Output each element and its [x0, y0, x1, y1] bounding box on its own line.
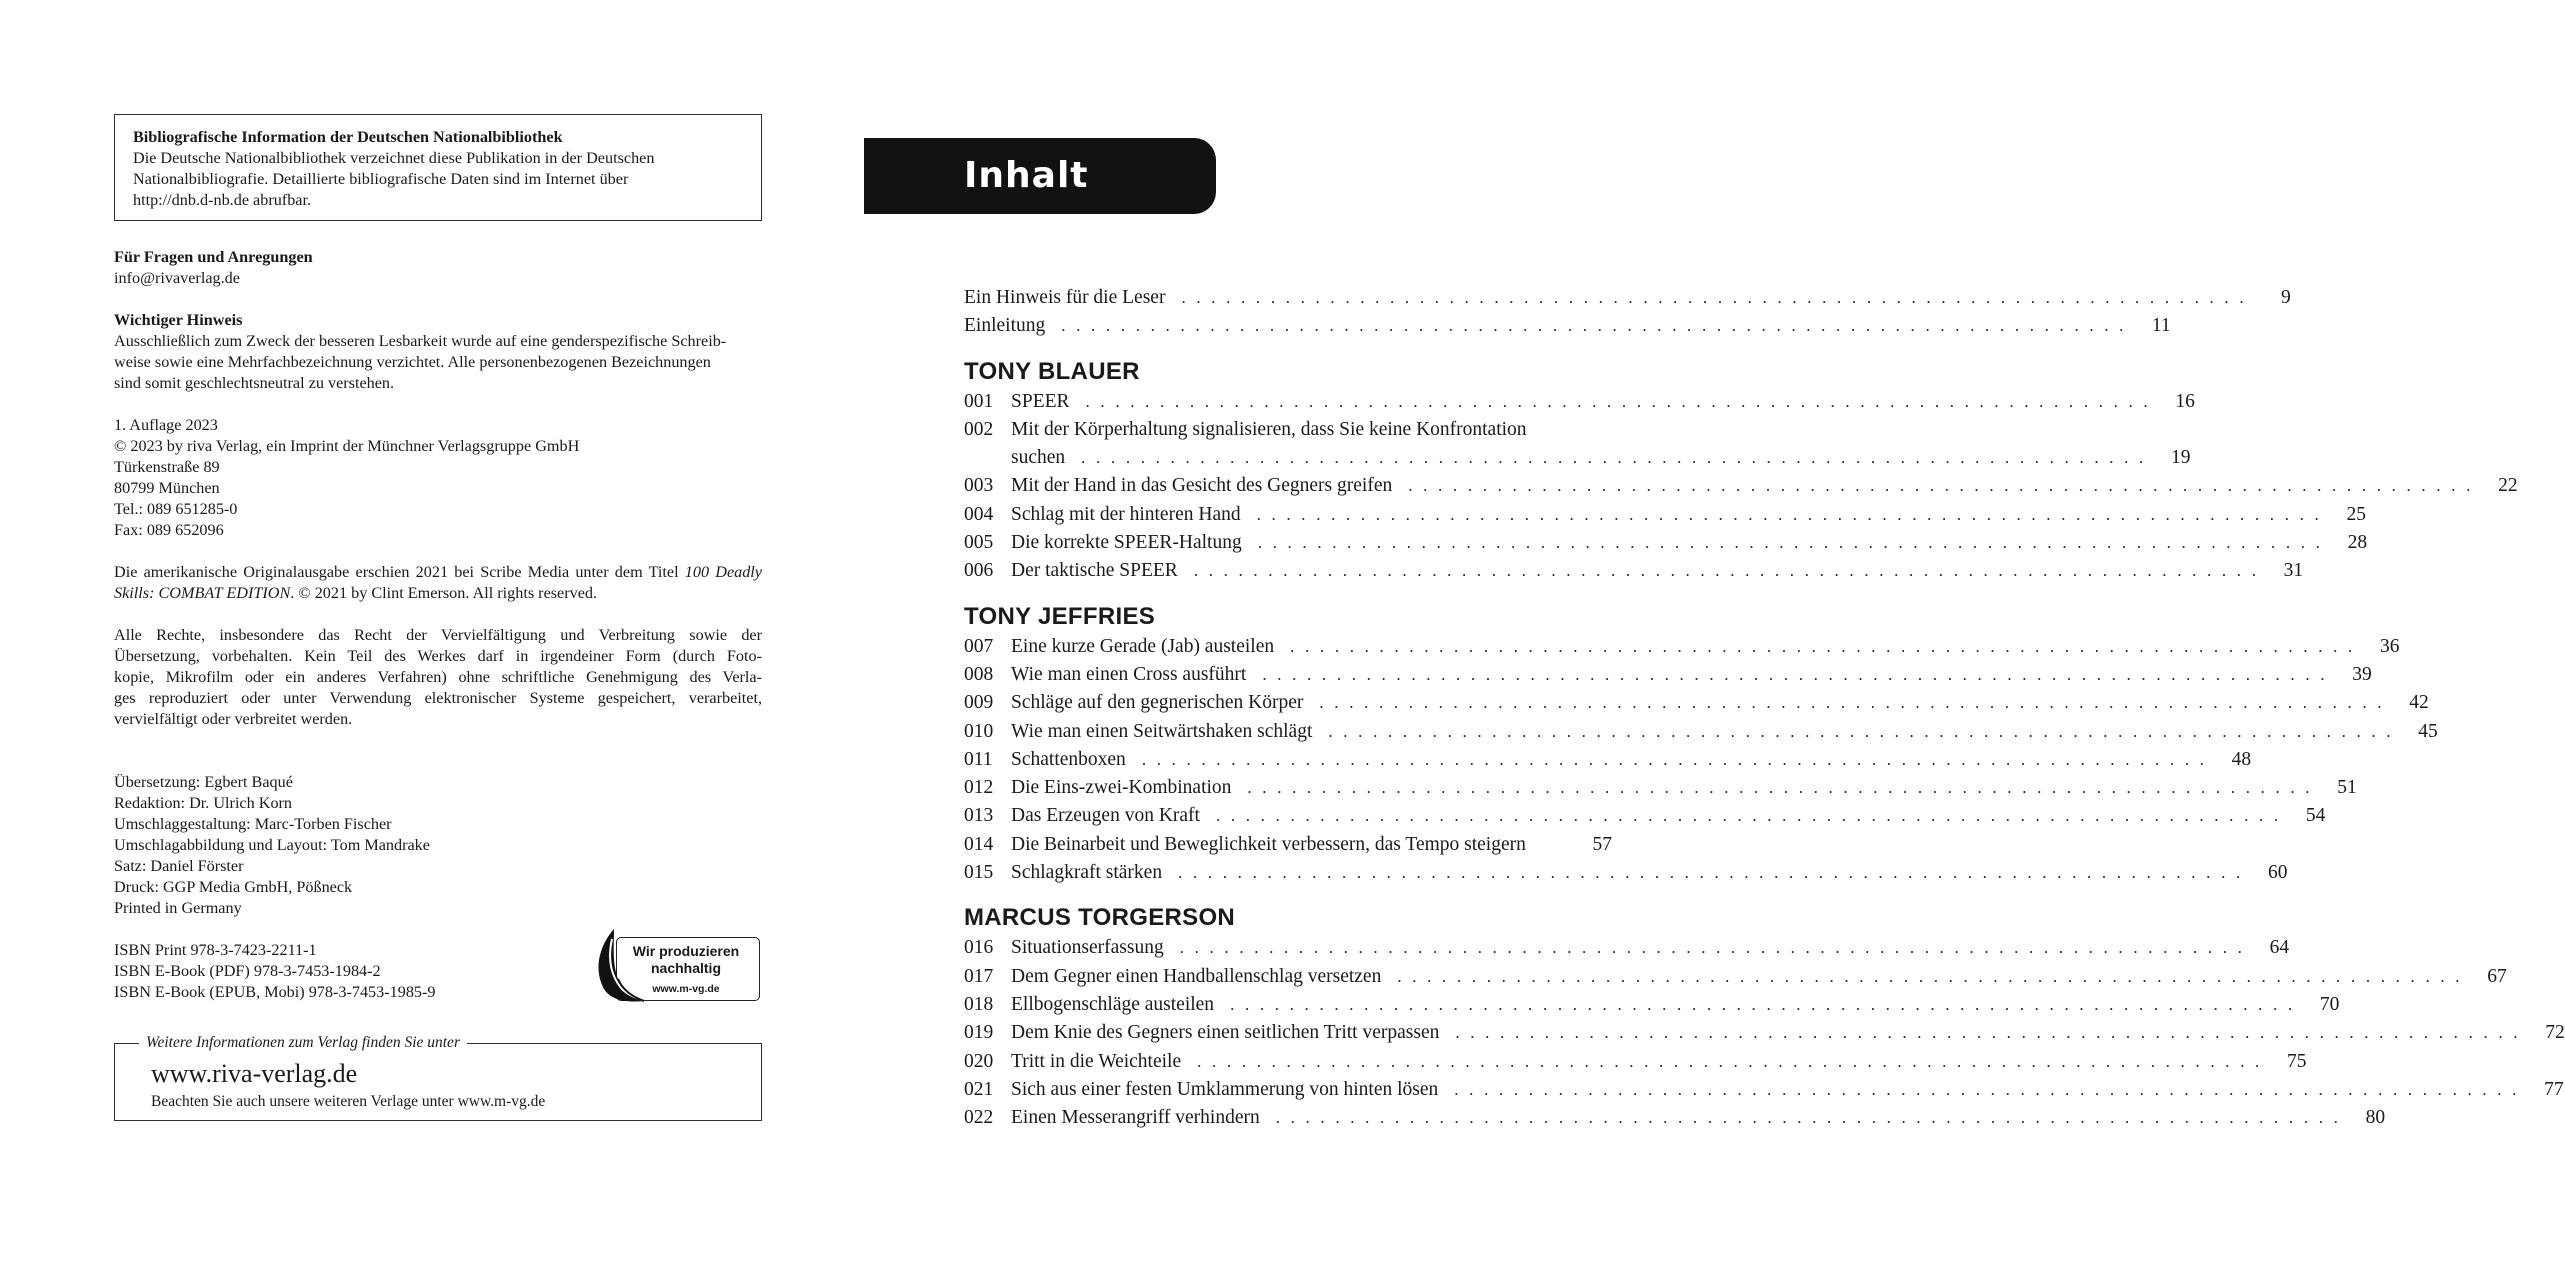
phone: Tel.: 089 651285-0	[114, 500, 238, 518]
toc-section-heading: TONY JEFFRIES	[964, 602, 1156, 630]
original-title-2: Skills: COMBAT EDITION	[114, 584, 291, 602]
toc-entry[interactable]	[964, 661, 2372, 689]
toc-entry-number: 001	[964, 390, 994, 412]
toc-entry-title: Die Beinarbeit und Beweglichkeit verbessern, das Tempo steigern	[1011, 833, 1526, 855]
toc-entry[interactable]	[964, 774, 2357, 802]
toc-entry-page: 67	[2487, 965, 2507, 987]
toc-entry-page: 22	[2498, 475, 2518, 497]
toc-entry-page: 25	[2346, 503, 2366, 525]
rights-line: kopie, Mikrofilm oder ein anderes Verfahren) ohne schriftliche Genehmigung des Verla-	[114, 668, 762, 686]
questions-title: Für Fragen und Anregungen	[114, 248, 313, 266]
notice-line: weise sowie eine Mehrfachbezeichnung verzichtet. Alle personenbezogenen Bezeichnungen	[114, 353, 711, 371]
imprint-page	[114, 114, 762, 1003]
toc-entry[interactable]	[964, 718, 2438, 746]
toc-entry-number: 018	[964, 993, 994, 1015]
isbn-pdf: ISBN E-Book (PDF) 978-3-7453-1984-2	[114, 962, 381, 980]
toc-entry-title: Dem Gegner einen Handballenschlag versetzen	[1011, 965, 1382, 987]
toc-entry-page: 36	[2379, 635, 2400, 657]
toc-entry-page: 75	[2286, 1050, 2307, 1072]
toc-entry-number: 008	[964, 663, 994, 685]
toc-leader-dots: . . . . . . . . . . . . . . . . . . . . . . . . . . . . . . . . . . . . . . . . . . . . . . . . . . . . . . . . . . . . . . . . . . . . . . . .	[1215, 806, 2282, 826]
toc-entry-page: 70	[2319, 993, 2340, 1015]
toc-leader-dots: . . . . . . . . . . . . . . . . . . . . . . . . . . . . . . . . . . . . . . . . . . . . . . . . . . . . . . . . . . . . . . . . . . . . . . . .	[1256, 504, 2322, 524]
toc-entry-page: 9	[2281, 287, 2291, 308]
toc-leader-dots: . . . . . . . . . . . . . . . . . . . . . . . . . . . . . . . . . . . . . . . . . . . . . . . . . . . . . . . . . . . . . . . . . . . . . . . .	[1397, 966, 2463, 986]
street: Türkenstraße 89	[114, 458, 220, 476]
toc-entry-title: Ein Hinweis für die Leser	[964, 287, 1166, 308]
table-of-contents	[964, 284, 2565, 1132]
toc-entry-title: Wie man einen Cross ausführt	[1011, 663, 1247, 685]
credit-layout: Umschlagabbildung und Layout: Tom Mandrake	[114, 836, 430, 854]
toc-leader-dots: . . . . . . . . . . . . . . . . . . . . . . . . . . . . . . . . . . . . . . . . . . . . . . . . . . . . . . . . . . . . . . . . . . . . . . . .	[1328, 721, 2394, 741]
toc-entry-number: 011	[964, 748, 993, 770]
toc-entry-title: Ellbogenschläge austeilen	[1011, 993, 1215, 1015]
contents-heading: Inhalt	[964, 155, 1089, 196]
toc-entry-title: Die Eins-zwei-Kombination	[1011, 777, 1232, 799]
toc-leader-dots: . . . . . . . . . . . . . . . . . . . . . . . . . . . . . . . . . . . . . . . . . . . . . . . . . . . . . . . . . . . . . . . . . . . . . . . .	[1262, 664, 2328, 684]
toc-entry-number: 007	[964, 635, 994, 657]
toc-entry[interactable]	[964, 1076, 2564, 1104]
questions-block	[114, 247, 762, 289]
original-title-1: 100 Deadly	[684, 563, 762, 581]
toc-entry-number: 006	[964, 560, 994, 582]
original-text-2: . © 2021 by Clint Emerson. All rights reserved.	[290, 584, 598, 602]
contact-email: info@rivaverlag.de	[114, 269, 240, 287]
toc-leader-dots: . . . . . . . . . . . . . . . . . . . . . . . . . . . . . . . . . . . . . . . . . . . . . . . . . . . . . . . . . . . . . . . . . . . . . . . .	[1408, 476, 2474, 496]
toc-entry[interactable]	[964, 1104, 2386, 1132]
toc-entry-title: Schlag mit der hinteren Hand	[1011, 503, 1241, 525]
copyright: © 2023 by riva Verlag, ein Imprint der Münchner Verlagsgruppe GmbH	[114, 437, 580, 455]
toc-entry-number: 015	[964, 862, 994, 884]
credit-typesetting: Satz: Daniel Förster	[114, 857, 244, 875]
isbn-block	[114, 940, 762, 1003]
toc-section-heading: TONY BLAUER	[964, 357, 1140, 385]
toc-leader-dots: . . . . . . . . . . . . . . . . . . . . . . . . . . . . . . . . . . . . . . . . . . . . . . . . . . . . . . . . . . . . . . . . . . . . . . . .	[1257, 533, 2324, 553]
toc-entry-page: 28	[2347, 532, 2368, 554]
toc-entry-number: 021	[964, 1078, 994, 1100]
toc-leader-dots: . . . . . . . . . . . . . . . . . . . . . . . . . . . . . . . . . . . . . . . . . . . . . . . . . . . . . . . . . . . . . . . . . . . . . . . .	[1455, 1023, 2521, 1043]
toc-entry-title: SPEER	[1011, 390, 1070, 412]
toc-entry-title: Situationserfassung	[1011, 937, 1164, 959]
toc-entry-title: Schlagkraft stärken	[1011, 862, 1163, 884]
rights-line: ges reproduziert oder unter Verwendung elektronischer Systeme gespeichert, verarbeitet,	[114, 689, 762, 707]
toc-entry-page: 57	[1592, 833, 1612, 855]
toc-entry-title: Eine kurze Gerade (Jab) austeilen	[1011, 635, 1275, 657]
toc-entry-title: Das Erzeugen von Kraft	[1011, 805, 1200, 827]
credit-translation: Übersetzung: Egbert Baqué	[114, 773, 293, 791]
toc-entry-page: 16	[2175, 390, 2195, 412]
toc-entry[interactable]	[964, 557, 2304, 585]
notice-line: sind somit geschlechtsneutral zu verstehen.	[114, 374, 395, 392]
toc-entry[interactable]	[964, 746, 2252, 774]
toc-entry-page: 64	[2269, 937, 2290, 959]
toc-entry-number: 005	[964, 532, 994, 554]
toc-entry-title-continued: suchen	[1011, 447, 1066, 469]
toc-leader-dots: . . . . . . . . . . . . . . . . . . . . . . . . . . . . . . . . . . . . . . . . . . . . . . . . . . . . . . . . . . . . . . . . . . . . . . . .	[1247, 778, 2313, 798]
badge-text	[618, 943, 754, 977]
toc-leader-dots: . . . . . . . . . . . . . . . . . . . . . . . . . . . . . . . . . . . . . . . . . . . . . . . . . . . . . . . . . . . . . . . . . . . . . . . .	[1290, 636, 2356, 656]
toc-entry-page: 48	[2231, 748, 2252, 770]
toc-entry[interactable]	[964, 444, 2191, 472]
toc-entry-number: 003	[964, 475, 994, 497]
toc-leader-dots: . . . . . . . . . . . . . . . . . . . . . . . . . . . . . . . . . . . . . . . . . . . . . . . . . . . . . . . . . . . . . . . . . . . . . . . .	[1141, 749, 2208, 769]
toc-entry-page: 77	[2544, 1078, 2564, 1100]
toc-entry-page: 72	[2545, 1022, 2565, 1044]
toc-entry[interactable]	[964, 934, 2290, 962]
credit-print: Druck: GGP Media GmbH, Pößneck	[114, 878, 353, 896]
badge-url: www.m-vg.de	[652, 983, 720, 995]
toc-entry-page: 39	[2352, 663, 2372, 685]
other-publishers-note: Beachten Sie auch unsere weiteren Verlage unter www.m-vg.de	[151, 1093, 546, 1110]
badge-line-1: Wir produzieren	[632, 943, 740, 959]
toc-entry-number: 010	[964, 720, 994, 742]
toc-entry-page: 54	[2305, 805, 2326, 827]
rights-line: vervielfältigt oder verbreitet werden.	[114, 710, 353, 728]
toc-leader-dots: . . . . . . . . . . . . . . . . . . . . . . . . . . . . . . . . . . . . . . . . . . . . . . . . . . . . . . . . . . . . . . . . . . . . . . . .	[1454, 1079, 2520, 1099]
credits-block	[114, 772, 762, 919]
publisher-website-link[interactable]: www.riva-verlag.de	[151, 1059, 358, 1088]
toc-entry-number: 019	[964, 1022, 994, 1044]
toc-entry[interactable]	[964, 859, 2288, 887]
toc-entry-page: 45	[2418, 720, 2438, 742]
toc-entry-title: Wie man einen Seitwärtshaken schlägt	[1011, 720, 1313, 742]
notice-title: Wichtiger Hinweis	[114, 311, 243, 329]
toc-leader-dots: . . . . . . . . . . . . . . . . . . . . . . . . . . . . . . . . . . . . . . . . . . . . . . . . . . . . . . . . . . . . . . . . . . . . . . . .	[1197, 1051, 2263, 1071]
toc-entry[interactable]	[964, 831, 1612, 859]
toc-entry-page: 51	[2337, 777, 2357, 799]
toc-entry[interactable]	[964, 1019, 2565, 1047]
toc-entry[interactable]	[964, 991, 2340, 1019]
isbn-print: ISBN Print 978-3-7423-2211-1	[114, 941, 317, 959]
toc-entry[interactable]	[964, 388, 2195, 416]
toc-leader-dots: . . . . . . . . . . . . . . . . . . . . . . . . . . . . . . . . . . . . . . . . . . . . . . . . . . . . . . . . . . . . . . . . . . . . . . . .	[1061, 316, 2127, 336]
toc-entry-page: 31	[2283, 560, 2304, 582]
toc-entry-number: 004	[964, 503, 994, 525]
publisher-info-box	[114, 1034, 762, 1121]
cip-line: Nationalbibliografie. Detaillierte bibliografische Daten sind im Internet über	[133, 170, 629, 188]
toc-entry[interactable]	[964, 284, 2291, 312]
toc-entry[interactable]	[964, 501, 2366, 529]
toc-entry-title: Einen Messerangriff verhindern	[1011, 1107, 1260, 1129]
toc-entry[interactable]	[964, 802, 2326, 830]
notice-block	[114, 310, 762, 394]
original-edition	[114, 562, 762, 604]
toc-entry[interactable]	[964, 689, 2429, 717]
info-legend: Weitere Informationen zum Verlag finden Sie unter	[139, 1033, 467, 1053]
fax: Fax: 089 652096	[114, 521, 224, 539]
city: 80799 München	[114, 479, 220, 497]
rights-line: Übersetzung, vorbehalten. Kein Teil des Werkes darf in irgendeiner Form (durch Foto-	[114, 647, 762, 665]
toc-leader-dots: . . . . . . . . . . . . . . . . . . . . . . . . . . . . . . . . . . . . . . . . . . . . . . . . . . . . . . . . . . . . . . . . . . . . . . . .	[1179, 938, 2246, 958]
toc-entry-title: Dem Knie des Gegners einen seitlichen Tritt verpassen	[1011, 1022, 1440, 1044]
toc-entry-number: 012	[964, 777, 994, 799]
toc-entry[interactable]	[964, 312, 2171, 340]
toc-leader-dots: . . . . . . . . . . . . . . . . . . . . . . . . . . . . . . . . . . . . . . . . . . . . . . . . . . . . . . . . . . . . . . . . . . . . . . . .	[1319, 693, 2385, 713]
toc-leader-dots: . . . . . . . . . . . . . . . . . . . . . . . . . . . . . . . . . . . . . . . . . . . . . . . . . . . . . . . . . . . . . . . . . . . . . . . .	[1230, 994, 2296, 1014]
toc-entry-number: 009	[964, 692, 994, 714]
toc-entry-number: 017	[964, 965, 994, 987]
toc-entry-title: Schläge auf den gegnerischen Körper	[1011, 692, 1304, 714]
toc-entry-number: 014	[964, 833, 994, 855]
credit-editing: Redaktion: Dr. Ulrich Korn	[114, 794, 293, 812]
toc-entry-number: 022	[964, 1107, 994, 1129]
toc-entry-title: Der taktische SPEER	[1011, 560, 1178, 582]
rights-block	[114, 625, 762, 730]
toc-entry-number: 002	[964, 418, 994, 440]
toc-entry-number: 016	[964, 937, 994, 959]
contents-heading-tab	[864, 138, 1216, 214]
toc-entry-title: Mit der Hand in das Gesicht des Gegners greifen	[1011, 475, 1393, 497]
toc-entry-title: Die korrekte SPEER-Haltung	[1011, 532, 1242, 554]
toc-entry[interactable]	[964, 963, 2507, 991]
edition: 1. Auflage 2023	[114, 416, 218, 434]
toc-entry-page: 80	[2365, 1107, 2386, 1129]
toc-section-heading: MARCUS TORGERSON	[964, 904, 1236, 932]
cip-title: Bibliografische Information der Deutschen Nationalbibliothek	[133, 128, 563, 146]
toc-entry-page: 19	[2171, 447, 2191, 469]
toc-entry-title: Mit der Körperhaltung signalisieren, dass Sie keine Konfrontation	[1011, 418, 1527, 440]
toc-entry-number: 020	[964, 1050, 994, 1072]
toc-entry-title: Einleitung	[964, 315, 1046, 337]
toc-entry[interactable]	[964, 633, 2400, 661]
toc-entry[interactable]	[964, 1048, 2307, 1076]
credit-cover: Umschlaggestaltung: Marc-Torben Fischer	[114, 815, 392, 833]
rights-line: Alle Rechte, insbesondere das Recht der Vervielfältigung und Verbreitung sowie der	[114, 626, 762, 644]
sustainability-badge	[594, 931, 762, 1001]
notice-line: Ausschließlich zum Zweck der besseren Lesbarkeit wurde auf eine genderspezifische Schreib-	[114, 332, 727, 350]
toc-entry-number: 013	[964, 805, 994, 827]
toc-leader-dots: . . . . . . . . . . . . . . . . . . . . . . . . . . . . . . . . . . . . . . . . . . . . . . . . . . . . . . . . . . . . . . . . . . . . . . . .	[1193, 561, 2260, 581]
publisher-block	[114, 415, 762, 541]
toc-leader-dots: . . . . . . . . . . . . . . . . . . . . . . . . . . . . . . . . . . . . . . . . . . . . . . . . . . . . . . . . . . . . . . . . . . . . . . . .	[1178, 863, 2244, 883]
toc-entry[interactable]	[964, 529, 2368, 557]
toc-leader-dots: . . . . . . . . . . . . . . . . . . . . . . . . . . . . . . . . . . . . . . . . . . . . . . . . . . . . . . . . . . . . . . . . . . . . . . . .	[1275, 1108, 2342, 1128]
cip-line: Die Deutsche Nationalbibliothek verzeichnet diese Publikation in der Deutschen	[133, 149, 655, 167]
toc-leader-dots: . . . . . . . . . . . . . . . . . . . . . . . . . . . . . . . . . . . . . . . . . . . . . . . . . . . . . . . . . . . . . . . . . . . . . . . .	[1181, 288, 2247, 307]
toc-leader-dots: . . . . . . . . . . . . . . . . . . . . . . . . . . . . . . . . . . . . . . . . . . . . . . . . . . . . . . . . . . . . . . . . . . . . . . . .	[1081, 448, 2147, 468]
toc-entry-page: 11	[2151, 315, 2171, 337]
toc-entry-title: Tritt in die Weichteile	[1011, 1050, 1182, 1072]
cip-line: http://dnb.d-nb.de abrufbar.	[133, 191, 312, 209]
badge-line-2: nachhaltig	[650, 960, 721, 976]
toc-entry-page: 60	[2267, 862, 2288, 884]
printed-in: Printed in Germany	[114, 899, 242, 917]
toc-entry[interactable]	[964, 472, 2518, 500]
original-text-1: Die amerikanische Originalausgabe erschien 2021 bei Scribe Media unter dem Titel	[114, 563, 685, 581]
toc-leader-dots: . . . . . . . . . . . . . . . . . . . . . . . . . . . . . . . . . . . . . . . . . . . . . . . . . . . . . . . . . . . . . . . . . . . . . . . .	[1085, 391, 2151, 411]
toc-entry-first-line	[964, 416, 1612, 444]
toc-entry-title: Sich aus einer festen Umklammerung von hinten lösen	[1011, 1078, 1439, 1100]
toc-entry-page: 42	[2409, 692, 2429, 714]
isbn-epub: ISBN E-Book (EPUB, Mobi) 978-3-7453-1985-9	[114, 983, 436, 1001]
toc-entry-title: Schattenboxen	[1011, 748, 1126, 770]
cip-info-box	[114, 114, 762, 221]
